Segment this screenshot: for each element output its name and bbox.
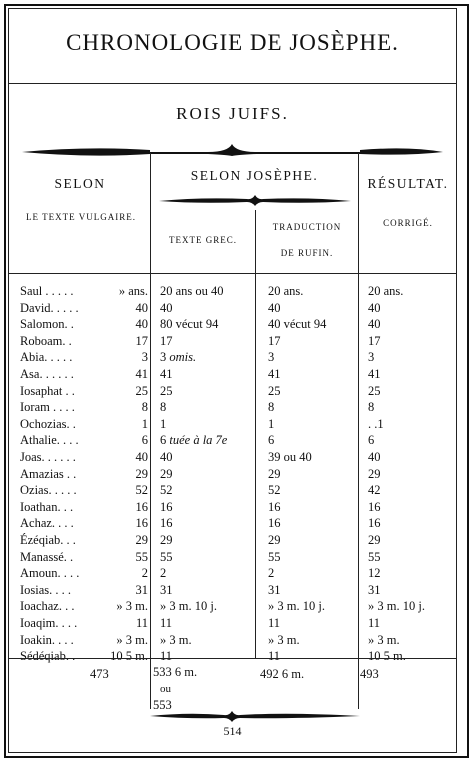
cell-vulg: 29	[135, 533, 148, 547]
cell-rufin: 41	[268, 367, 281, 381]
cell-grec: 11	[160, 616, 173, 630]
cell-rufin: 16	[268, 516, 281, 531]
cell-name: Ioathan. . .	[20, 499, 74, 514]
cell-result: 3	[368, 350, 375, 365]
cell-result: 29	[368, 533, 381, 547]
cell-rufin: 40 vécut 94	[268, 317, 327, 332]
table-row	[0, 499, 475, 516]
header-de-rufin: DE RUFIN.	[280, 248, 334, 258]
cell-vulg: 2	[141, 566, 148, 581]
cell-result: 40	[368, 450, 381, 464]
cell-rufin: 25	[268, 383, 281, 398]
cell-vulg: 25	[135, 383, 148, 398]
cell-rufin: 1	[268, 416, 275, 431]
cell-result: 17	[368, 333, 381, 348]
total-vulgaire: 473	[90, 667, 109, 681]
cell-result: . .1	[368, 416, 384, 431]
cell-name: Asa. . . . . .	[20, 367, 74, 381]
cell-name: Manassé. .	[20, 549, 74, 564]
table-row	[0, 399, 475, 416]
header-resultat: RÉSULTAT.	[367, 176, 449, 191]
cell-rufin: 29	[268, 466, 281, 481]
cell-grec: » 3 m. 10 j.	[160, 599, 217, 614]
table-row	[0, 316, 475, 333]
cell-grec: 6 tuée à la 7e	[160, 433, 228, 448]
header-texte-vulgaire: LE TEXTE VULGAIRE.	[26, 212, 136, 222]
cell-grec: 11	[160, 649, 173, 664]
cell-name: Athalie. . . .	[20, 433, 79, 448]
cell-rufin: » 3 m. 10 j.	[268, 599, 325, 614]
cell-name: Ioram . . . .	[20, 400, 75, 415]
table-subtitle: ROIS JUIFS.	[176, 104, 289, 123]
cell-result: 42	[368, 483, 381, 498]
table-row	[0, 648, 475, 665]
cell-grec: 40	[160, 300, 173, 315]
cell-name: Abia. . . . .	[20, 350, 73, 365]
table-row	[0, 466, 475, 483]
cell-grec: 3 omis.	[160, 350, 197, 365]
cell-name: Joas. . . . . .	[20, 450, 76, 464]
cell-rufin: 17	[268, 333, 281, 348]
cell-rufin: 55	[268, 549, 281, 564]
cell-result: 29	[368, 466, 381, 481]
cell-grec: 55	[160, 549, 173, 564]
total-grec-1: 533 6 m.	[153, 665, 198, 679]
cell-result: 16	[368, 499, 381, 514]
cell-rufin: 11	[268, 649, 281, 664]
cell-name: Iosaphat . .	[20, 383, 75, 398]
table-row	[0, 449, 475, 466]
cell-rufin: 16	[268, 499, 281, 514]
cell-rufin: » 3 m.	[268, 632, 300, 647]
body-bottom-rule	[8, 658, 457, 659]
table-row	[0, 598, 475, 615]
cell-result: 41	[368, 367, 381, 381]
cell-vulg: 40	[135, 317, 148, 332]
table-row	[0, 349, 475, 366]
cell-vulg: 3	[141, 350, 148, 365]
cell-result: 20 ans.	[368, 284, 404, 298]
table-row	[0, 383, 475, 400]
cell-name: Ochozias. .	[20, 416, 76, 431]
cell-name: Sédéqiab. .	[20, 649, 76, 664]
cell-grec: 2	[160, 566, 167, 581]
cell-rufin: 40	[268, 300, 281, 315]
cell-vulg: 29	[135, 466, 148, 481]
cell-name: Ioachaz. . .	[20, 599, 75, 614]
cell-vulg: 16	[135, 499, 148, 514]
cell-result: 11	[368, 616, 381, 630]
table-row	[0, 283, 475, 300]
cell-vulg: 11	[135, 616, 148, 630]
cell-vulg: 16	[135, 516, 148, 531]
cell-name: Iosias. . . .	[20, 582, 72, 597]
cell-name: Achaz. . . .	[20, 516, 74, 531]
cell-name: Salomon. .	[20, 317, 74, 332]
josephe-brace	[151, 194, 358, 208]
header-traduction: TRADUCTION	[272, 222, 342, 232]
cell-rufin: 20 ans.	[268, 284, 304, 298]
cell-vulg: » 3 m.	[116, 599, 148, 614]
cell-name: Amoun. . . .	[20, 566, 80, 581]
table-row	[0, 515, 475, 532]
cell-result: 40	[368, 317, 381, 332]
cell-grec: 40	[160, 450, 173, 464]
header-brace	[8, 140, 457, 170]
cell-grec: 80 vécut 94	[160, 317, 219, 332]
table-row	[0, 565, 475, 582]
table-row	[0, 366, 475, 383]
cell-result: 8	[368, 400, 375, 415]
cell-vulg: 10 5 m.	[110, 649, 148, 664]
total-grec-ou: ou	[160, 683, 171, 695]
cell-vulg: 8	[141, 400, 148, 415]
total-sum: 514	[223, 724, 242, 738]
table-row	[0, 549, 475, 566]
title-divider	[8, 83, 457, 84]
cell-grec: 20 ans ou 40	[160, 284, 224, 298]
cell-rufin: 11	[268, 616, 281, 630]
cell-name: Roboam. .	[20, 333, 72, 348]
table-row	[0, 416, 475, 433]
cell-name: Ioaqim. . . .	[20, 616, 78, 630]
table-row	[0, 632, 475, 649]
cell-result: » 3 m. 10 j.	[368, 599, 425, 614]
cell-result: 6	[368, 433, 375, 448]
header-corrige: CORRIGÉ.	[383, 218, 433, 228]
cell-grec: » 3 m.	[160, 632, 192, 647]
cell-result: 40	[368, 300, 381, 315]
cell-grec: 16	[160, 516, 173, 531]
cell-vulg: 40	[135, 300, 148, 315]
header-rule	[8, 273, 457, 274]
cell-name: Amazias . .	[20, 466, 77, 481]
cell-name: Ézéqiab. . .	[20, 533, 76, 547]
page-title: CHRONOLOGIE DE JOSÈPHE.	[66, 30, 399, 55]
cell-rufin: 8	[268, 400, 275, 415]
cell-name: Saul . . . . .	[20, 284, 74, 298]
cell-grec: 29	[160, 533, 173, 547]
cell-rufin: 3	[268, 350, 275, 365]
cell-name: David. . . . .	[20, 300, 79, 315]
cell-result: 12	[368, 566, 381, 581]
table-row	[0, 300, 475, 317]
table-row	[0, 432, 475, 449]
cell-result: 16	[368, 516, 381, 531]
table-row	[0, 482, 475, 499]
total-rufin: 492 6 m.	[260, 667, 305, 681]
cell-grec: 16	[160, 499, 173, 514]
cell-grec: 8	[160, 400, 167, 415]
cell-name: Ioakin. . . .	[20, 632, 74, 647]
cell-grec: 31	[160, 582, 173, 597]
header-selon-josephe: SELON JOSÈPHE.	[190, 168, 319, 183]
table-row	[0, 532, 475, 549]
cell-vulg: 31	[135, 582, 148, 597]
total-grec-2: 553	[153, 698, 172, 712]
cell-vulg: 55	[135, 549, 148, 564]
cell-rufin: 52	[268, 483, 281, 498]
cell-grec: 29	[160, 466, 173, 481]
cell-vulg: 40	[135, 450, 148, 464]
table-row	[0, 615, 475, 632]
table-row	[0, 582, 475, 599]
cell-grec: 25	[160, 383, 173, 398]
cell-vulg: 52	[135, 483, 148, 498]
cell-vulg: 6	[141, 433, 148, 448]
cell-name: Ozias. . . . .	[20, 483, 77, 498]
cell-rufin: 6	[268, 433, 275, 448]
table-row	[0, 333, 475, 350]
cell-result: 10 5 m.	[368, 649, 406, 664]
cell-vulg: 1	[141, 416, 148, 431]
footer-brace	[8, 710, 457, 724]
cell-rufin: 39 ou 40	[268, 450, 312, 464]
cell-result: 55	[368, 549, 381, 564]
cell-vulg: » ans.	[118, 284, 148, 298]
cell-result: 31	[368, 582, 381, 597]
cell-result: » 3 m.	[368, 632, 400, 647]
header-texte-grec: TEXTE GREC.	[169, 235, 237, 245]
cell-rufin: 31	[268, 582, 281, 597]
cell-grec: 41	[160, 367, 173, 381]
cell-vulg: 17	[135, 333, 148, 348]
cell-grec: 1	[160, 416, 167, 431]
cell-vulg: » 3 m.	[116, 632, 148, 647]
cell-vulg: 41	[135, 367, 148, 381]
cell-rufin: 29	[268, 533, 281, 547]
total-resultat: 493	[360, 667, 379, 681]
header-selon: SELON	[54, 176, 106, 191]
cell-grec: 17	[160, 333, 173, 348]
cell-grec: 52	[160, 483, 173, 498]
cell-result: 25	[368, 383, 381, 398]
cell-rufin: 2	[268, 566, 275, 581]
